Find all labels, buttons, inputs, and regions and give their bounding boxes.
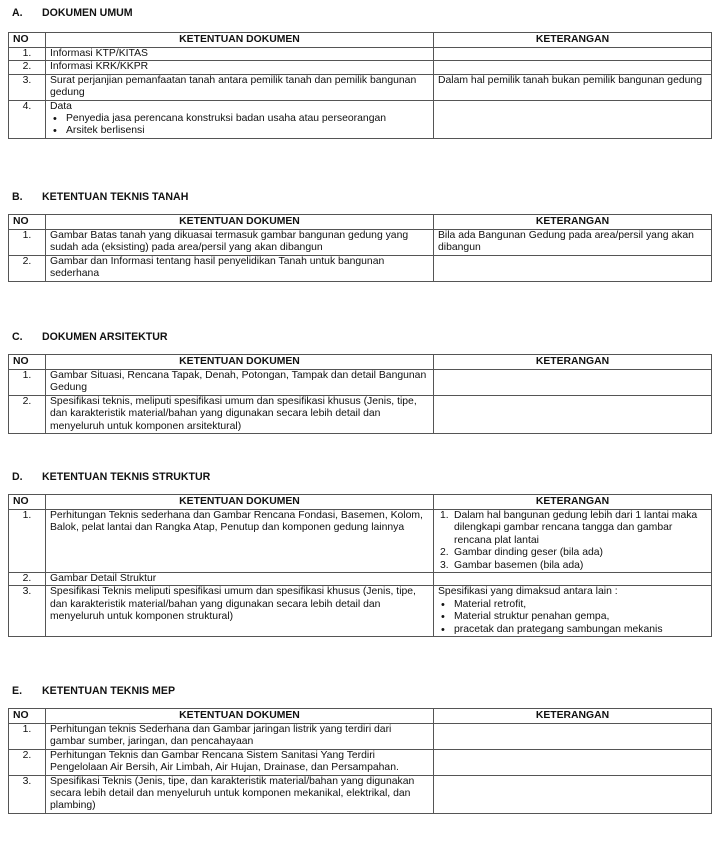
row-ketentuan: Surat perjanjian pemanfaatan tanah antara pemilik tanah dan pemilik bangunan gedung — [46, 74, 434, 100]
header-ketentuan: KETENTUAN DOKUMEN — [46, 709, 434, 724]
table-row — [9, 370, 712, 396]
row-no: 2. — [9, 255, 46, 281]
item-text: Gambar basemen (bila ada) — [454, 559, 584, 571]
header-keterangan: KETERANGAN — [434, 215, 712, 230]
row-ketentuan: Gambar Detail Struktur — [46, 573, 434, 586]
row-no: 4. — [9, 100, 46, 138]
header-no: NO — [9, 355, 46, 370]
numbered-item — [440, 547, 707, 559]
header-ketentuan: KETENTUAN DOKUMEN — [46, 495, 434, 510]
row-ketentuan: Informasi KTP/KITAS — [46, 48, 434, 61]
table-header — [9, 33, 712, 48]
table-row — [9, 573, 712, 586]
table-row — [9, 775, 712, 813]
header-no: NO — [9, 709, 46, 724]
row-ketentuan: Gambar Situasi, Rencana Tapak, Denah, Potongan, Tampak dan detail Bangunan Gedung — [46, 370, 434, 396]
row-keterangan — [434, 749, 712, 775]
row-no: 3. — [9, 775, 46, 813]
row-keterangan — [434, 61, 712, 74]
numbered-item — [440, 510, 707, 547]
section-title: C. DOKUMEN ARSITEKTUR — [12, 331, 168, 343]
row-no: 2. — [9, 573, 46, 586]
table-row — [9, 395, 712, 433]
section-title: A. DOKUMEN UMUM — [12, 7, 133, 19]
row-ketentuan: Gambar dan Informasi tentang hasil penyelidikan Tanah untuk bangunan sederhana — [46, 255, 434, 281]
row-keterangan — [434, 775, 712, 813]
row-no: 1. — [9, 724, 46, 750]
section-title: B. KETENTUAN TEKNIS TANAH — [12, 191, 189, 203]
table-row — [9, 586, 712, 637]
row-no: 1. — [9, 510, 46, 573]
numbered-list — [438, 510, 707, 572]
section-title: D. KETENTUAN TEKNIS STRUKTUR — [12, 471, 211, 483]
row-ketentuan: Perhitungan Teknis sederhana dan Gambar Rencana Fondasi, Basemen, Kolom, Balok, pelat lantai dan Rangka Atap, Penutup dan komponen gedung lainnya — [46, 510, 434, 573]
header-keterangan: KETERANGAN — [434, 355, 712, 370]
row-keterangan — [434, 370, 712, 396]
table-row — [9, 61, 712, 74]
row-ketentuan: Spesifikasi Teknis meliputi spesifikasi umum dan spesifikasi khusus (Jenis, tipe, dan karakteristik material/bahan yang digunakan secara lebih detail dan menyeluruh untuk komponen struktural) — [46, 586, 434, 637]
header-ketentuan: KETENTUAN DOKUMEN — [46, 355, 434, 370]
bullet-item: • Material retrofit, — [454, 599, 707, 611]
row-no: 1. — [9, 370, 46, 396]
bullet-list — [438, 599, 707, 636]
row-no: 2. — [9, 749, 46, 775]
header-keterangan: KETERANGAN — [434, 33, 712, 48]
header-keterangan: KETERANGAN — [434, 495, 712, 510]
table-header — [9, 355, 712, 370]
row-ketentuan: Informasi KRK/KKPR — [46, 61, 434, 74]
bullet-item: • Arsitek berlisensi — [66, 125, 429, 137]
header-no: NO — [9, 215, 46, 230]
item-text: Dalam hal bangunan gedung lebih dari 1 lantai maka dilengkapi gambar rencana tangga dan gambar rencana plat lantai — [454, 510, 698, 546]
bullet-item: • Material struktur penahan gempa, — [454, 611, 707, 623]
table-row — [9, 724, 712, 750]
table-b — [8, 214, 712, 282]
row-keterangan — [434, 510, 712, 573]
table-row — [9, 749, 712, 775]
row-keterangan — [434, 724, 712, 750]
table-row — [9, 510, 712, 573]
bullet-item: • Penyedia jasa perencana konstruksi badan usaha atau perseorangan — [66, 113, 429, 125]
row-keterangan — [434, 395, 712, 433]
table-header — [9, 709, 712, 724]
header-ketentuan: KETENTUAN DOKUMEN — [46, 215, 434, 230]
row-label: Data — [50, 100, 72, 112]
bullet-list — [50, 113, 429, 138]
item-number: 3. — [440, 559, 449, 571]
table-c — [8, 354, 712, 434]
row-ketentuan: Gambar Batas tanah yang dikuasai termasuk gambar bangunan gedung yang sudah ada (eksisting) pada area/persil yang akan dibangun — [46, 230, 434, 256]
row-no: 2. — [9, 61, 46, 74]
table-row — [9, 74, 712, 100]
item-text: Gambar dinding geser (bila ada) — [454, 547, 604, 559]
row-keterangan: Dalam hal pemilik tanah bukan pemilik bangunan gedung — [434, 74, 712, 100]
table-row — [9, 255, 712, 281]
row-keterangan — [434, 48, 712, 61]
item-number: 1. — [440, 510, 449, 521]
table-row — [9, 230, 712, 256]
row-keterangan — [434, 573, 712, 586]
row-keterangan: Bila ada Bangunan Gedung pada area/persil yang akan dibangun — [434, 230, 712, 256]
table-row — [9, 48, 712, 61]
row-ketentuan — [46, 100, 434, 138]
header-keterangan: KETERANGAN — [434, 709, 712, 724]
item-number: 2. — [440, 547, 449, 559]
table-header — [9, 495, 712, 510]
row-ketentuan: Spesifikasi Teknis (Jenis, tipe, dan karakteristik material/bahan yang digunakan secara lebih detail dan menyeluruh untuk komponen mekanikal, elektrikal, dan plambing) — [46, 775, 434, 813]
row-keterangan — [434, 586, 712, 637]
numbered-item — [440, 559, 707, 572]
table-row — [9, 100, 712, 138]
table-header — [9, 215, 712, 230]
row-no: 2. — [9, 395, 46, 433]
table-e — [8, 708, 712, 814]
note-intro: Spesifikasi yang dimaksud antara lain : — [438, 586, 618, 598]
header-no: NO — [9, 495, 46, 510]
row-ketentuan: Perhitungan teknis Sederhana dan Gambar jaringan listrik yang terdiri dari gambar sumber, jaringan, dan pencahayaan — [46, 724, 434, 750]
row-ketentuan: Spesifikasi teknis, meliputi spesifikasi umum dan spesifikasi khusus (Jenis, tipe, dan karakteristik material/bahan yang digunakan secara lebih detail dan menyeluruh untuk komponen arsitektural) — [46, 395, 434, 433]
row-no: 1. — [9, 48, 46, 61]
table-d — [8, 494, 712, 637]
row-no: 1. — [9, 230, 46, 256]
table-a — [8, 32, 712, 139]
section-title: E. KETENTUAN TEKNIS MEP — [12, 685, 176, 697]
bullet-item: • pracetak dan prategang sambungan mekanis — [454, 624, 707, 636]
row-no: 3. — [9, 586, 46, 637]
row-keterangan — [434, 100, 712, 138]
header-no: NO — [9, 33, 46, 48]
row-keterangan — [434, 255, 712, 281]
row-ketentuan: Perhitungan Teknis dan Gambar Rencana Sistem Sanitasi Yang Terdiri Pengelolaan Air Bersih, Air Limbah, Air Hujan, Drainase, dan Persampahan. — [46, 749, 434, 775]
row-no: 3. — [9, 74, 46, 100]
header-ketentuan: KETENTUAN DOKUMEN — [46, 33, 434, 48]
